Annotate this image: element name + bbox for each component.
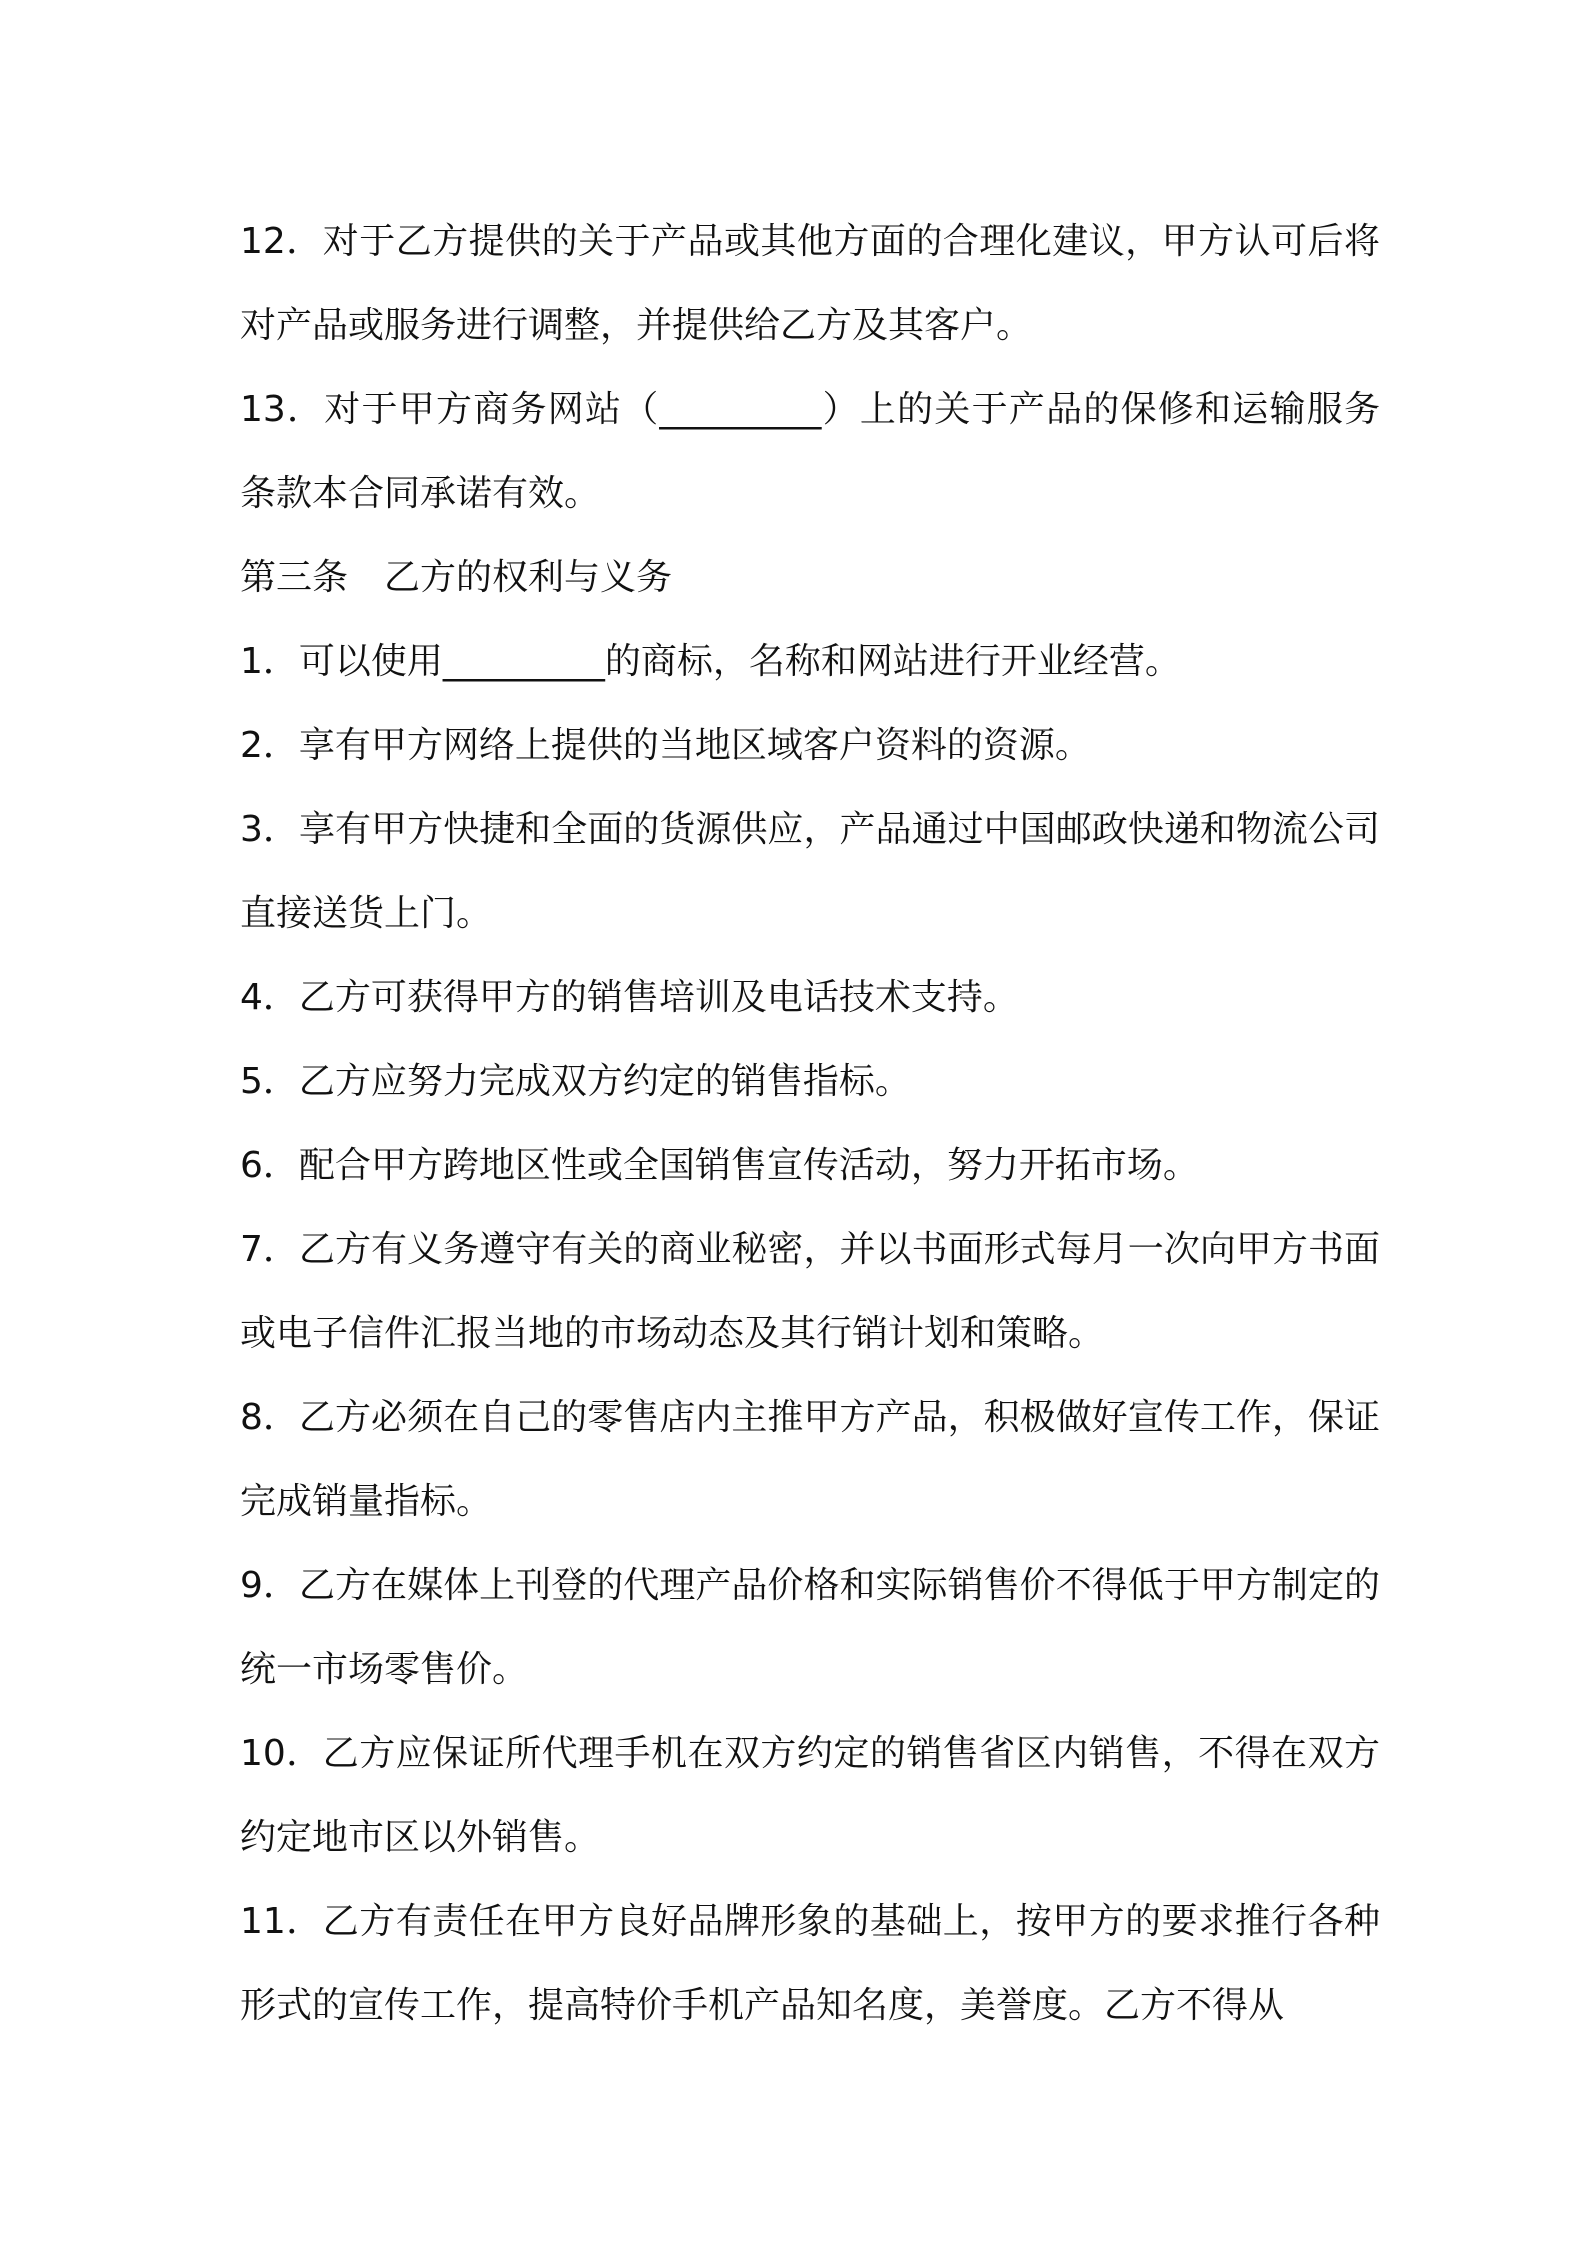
article-3-heading: 第三条 乙方的权利与义务 <box>240 557 673 598</box>
clause-9: 9．乙方在媒体上刊登的代理产品价格和实际销售价不得低于甲方制定的统一市场零售价。 <box>240 1565 1380 1690</box>
clause-1: 1．可以使用_________的商标，名称和网站进行开业经营。 <box>240 641 1181 682</box>
clause-2: 2．享有甲方网络上提供的当地区域客户资料的资源。 <box>240 725 1091 766</box>
document-body <box>240 200 1380 2048</box>
clause-4: 4．乙方可获得甲方的销售培训及电话技术支持。 <box>240 977 1019 1018</box>
clause-11: 11．乙方有责任在甲方良好品牌形象的基础上，按甲方的要求推行各种形式的宣传工作，提高特价手机产品知名度，美誉度。乙方不得从 <box>240 1901 1380 2026</box>
clause-7: 7．乙方有义务遵守有关的商业秘密，并以书面形式每月一次向甲方书面或电子信件汇报当地的市场动态及其行销计划和策略。 <box>240 1229 1380 1354</box>
clause-3: 3．享有甲方快捷和全面的货源供应，产品通过中国邮政快递和物流公司直接送货上门。 <box>240 809 1380 934</box>
clause-6: 6．配合甲方跨地区性或全国销售宣传活动，努力开拓市场。 <box>240 1145 1199 1186</box>
clause-10: 10．乙方应保证所代理手机在双方约定的销售省区内销售，不得在双方约定地市区以外销售。 <box>240 1733 1380 1858</box>
clause-5: 5．乙方应努力完成双方约定的销售指标。 <box>240 1061 911 1102</box>
clause-8: 8．乙方必须在自己的零售店内主推甲方产品，积极做好宣传工作，保证完成销量指标。 <box>240 1397 1380 1522</box>
clause-13: 13．对于甲方商务网站（_________）上的关于产品的保修和运输服务条款本合同承诺有效。 <box>240 389 1380 514</box>
clause-12: 12．对于乙方提供的关于产品或其他方面的合理化建议，甲方认可后将对产品或服务进行调整，并提供给乙方及其客户。 <box>240 221 1380 346</box>
